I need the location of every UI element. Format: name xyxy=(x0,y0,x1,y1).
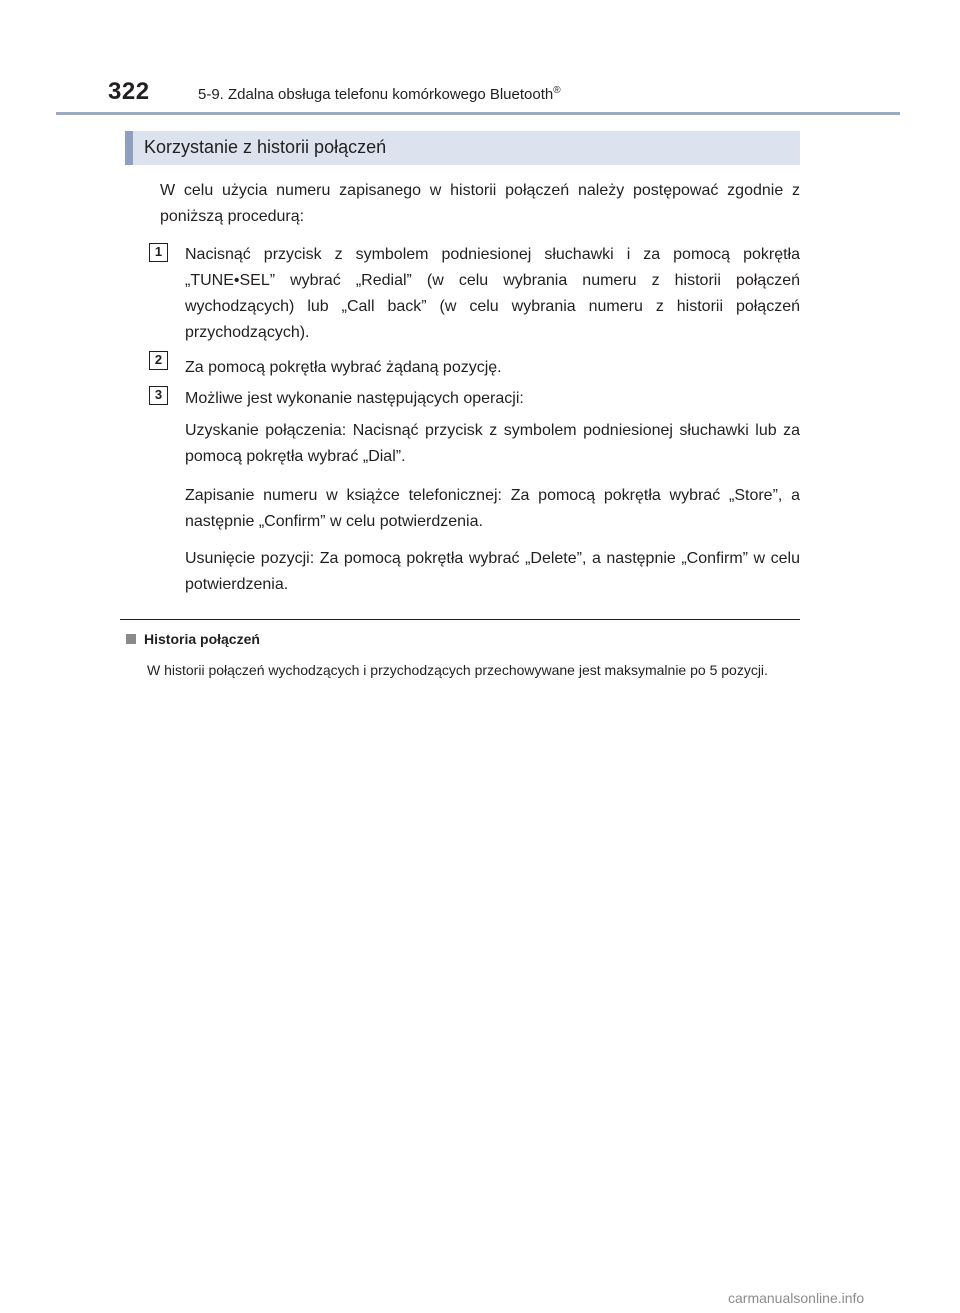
intro-paragraph: W celu użycia numeru zapisanego w historii połączeń należy postępować zgodnie z poniższą procedurą: xyxy=(160,182,800,225)
section-heading-bar xyxy=(125,131,800,165)
step-text-1: Nacisnąć przycisk z symbolem podniesionej słuchawki i za pomocą pokrętła „TUNE•SEL” wybrać „Redial” (w celu wybrania numeru z historii połączeń wychodzących) lub „Call back” (w celu wybrania numeru z historii połączeń przychodzących). xyxy=(185,246,800,341)
header-rule xyxy=(56,112,900,115)
note-heading xyxy=(126,631,260,647)
operation-dial: Uzyskanie połączenia: Nacisnąć przycisk z symbolem podniesionej słuchawki lub za pomocą pokrętła wybrać „Dial”. xyxy=(185,422,800,465)
operation-store: Zapisanie numeru w książce telefonicznej: Za pomocą pokrętła wybrać „Store”, a następnie „Confirm” w celu potwierdzenia. xyxy=(185,487,800,530)
section-title: Korzystanie z historii połączeń xyxy=(144,137,387,157)
section-accent xyxy=(125,131,133,165)
square-bullet-icon xyxy=(126,634,136,644)
note-heading-text: Historia połączeń xyxy=(144,631,260,647)
chapter-title-text: 5-9. Zdalna obsługa telefonu komórkowego Bluetooth xyxy=(198,86,554,103)
step-number-2: 2 xyxy=(149,351,168,370)
step-text-2: Za pomocą pokrętła wybrać żądaną pozycję. xyxy=(185,359,502,376)
step-number-1: 1 xyxy=(149,243,168,262)
page-number: 322 xyxy=(108,78,150,105)
watermark: carmanualsonline.info xyxy=(728,1290,865,1306)
step-text-3: Możliwe jest wykonanie następujących operacji: xyxy=(185,390,524,407)
note-text: W historii połączeń wychodzących i przychodzących przechowywane jest maksymalnie po 5 pozycji. xyxy=(147,662,768,678)
step-number-3: 3 xyxy=(149,386,168,405)
registered-mark: ® xyxy=(553,85,561,96)
operation-delete: Usunięcie pozycji: Za pomocą pokrętła wybrać „Delete”, a następnie „Confirm” w celu potwierdzenia. xyxy=(185,550,800,593)
section-divider xyxy=(120,619,800,620)
chapter-title xyxy=(198,85,561,103)
